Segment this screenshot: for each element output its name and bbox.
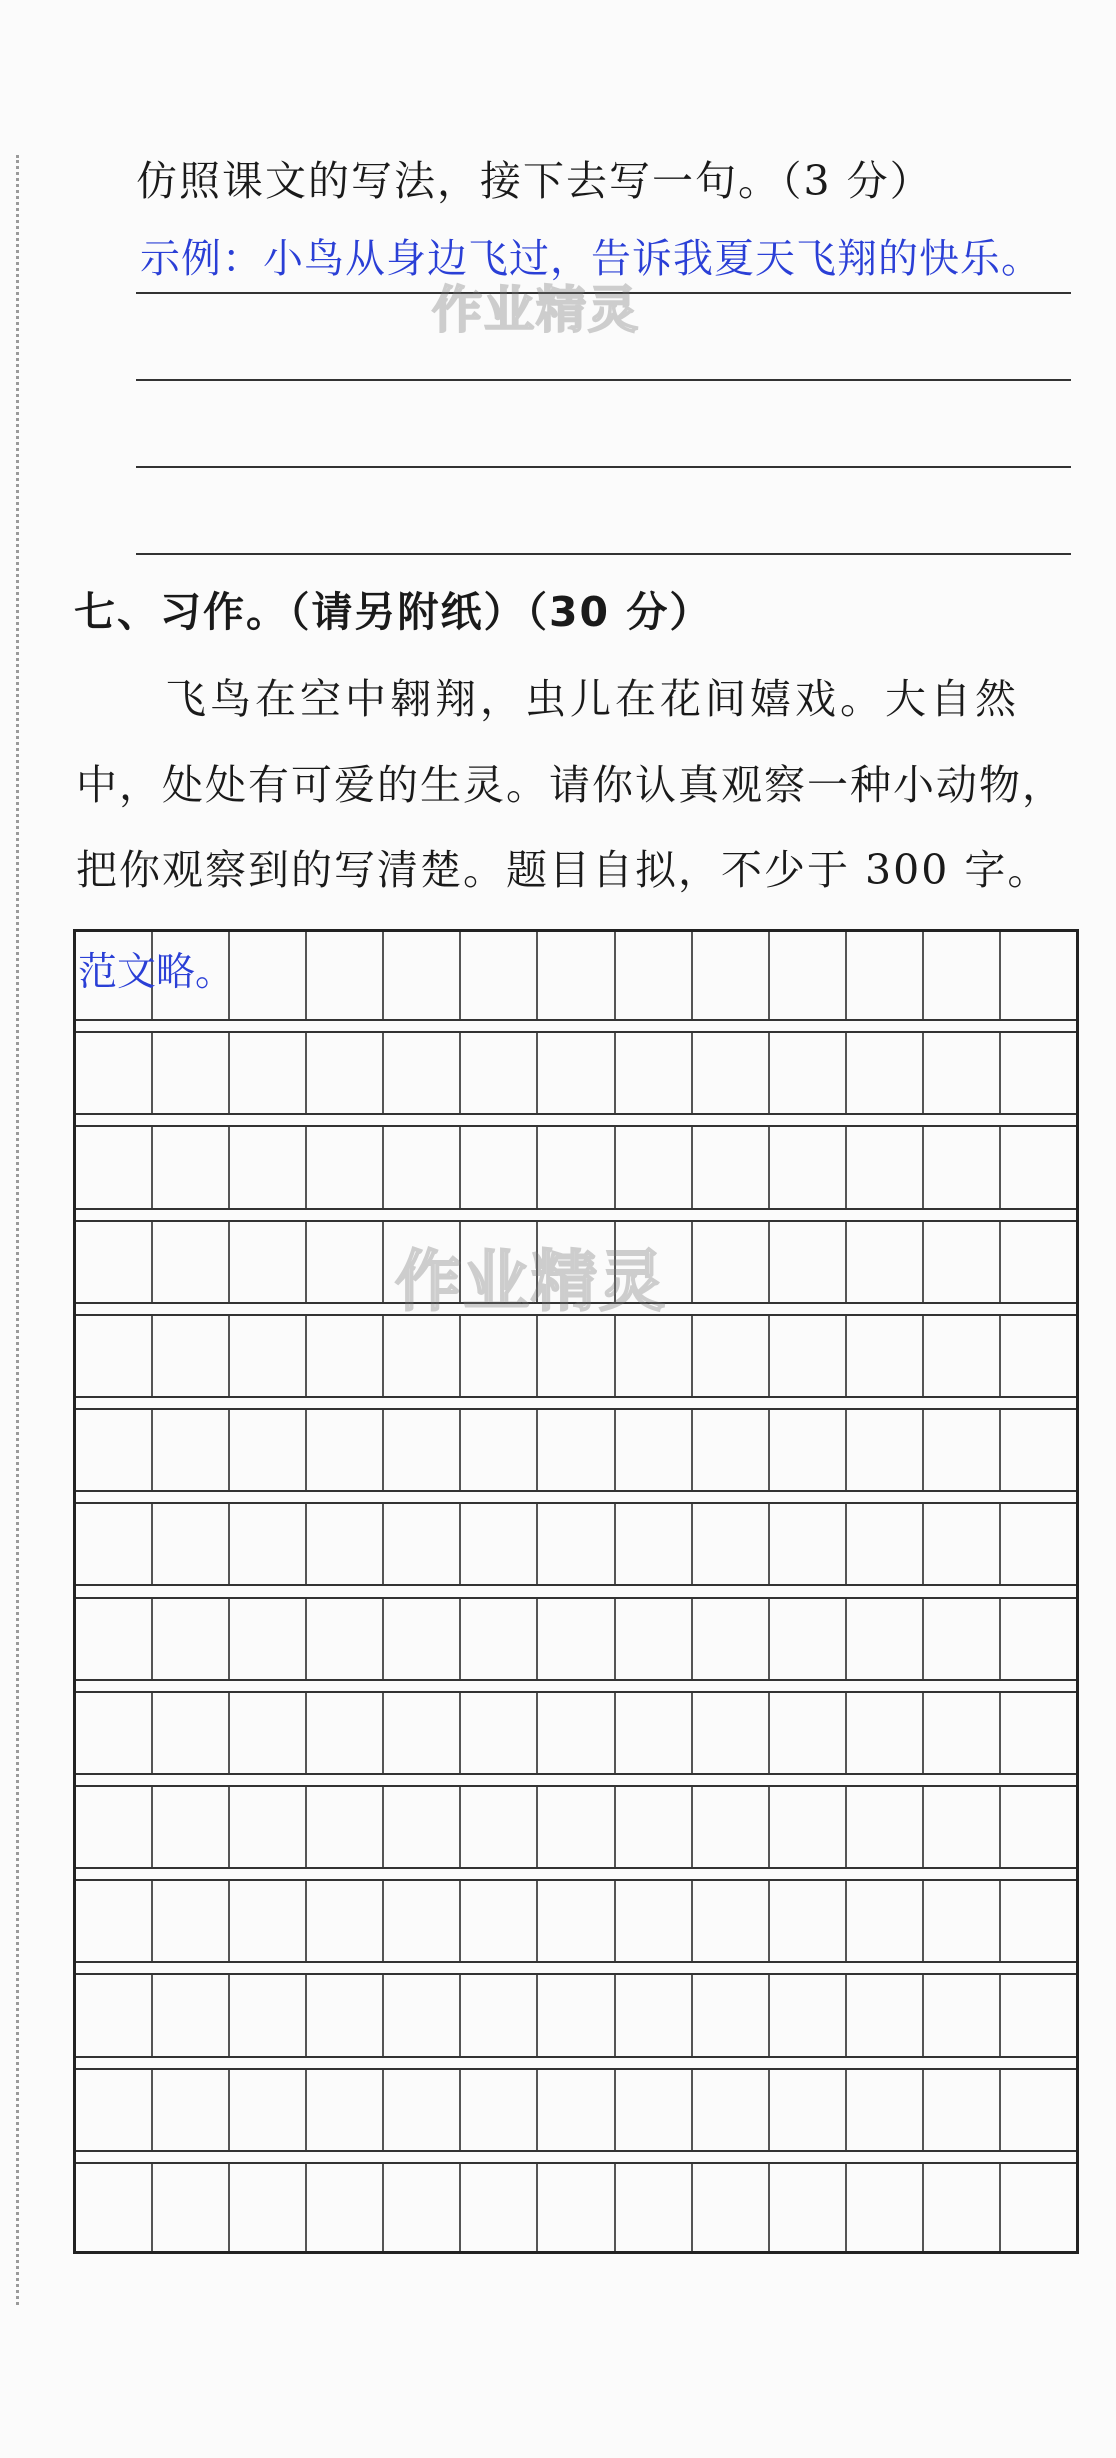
grid-cell[interactable]	[924, 2164, 1001, 2251]
grid-cell[interactable]	[1001, 1693, 1076, 1773]
grid-row	[76, 1597, 1076, 1681]
grid-cell[interactable]	[461, 2164, 538, 2251]
grid-cell[interactable]	[76, 1693, 153, 1773]
grid-cell[interactable]	[384, 1316, 461, 1396]
grid-cell[interactable]	[153, 1316, 230, 1396]
grid-cell[interactable]	[1001, 1975, 1076, 2055]
binding-dotted-line	[16, 155, 19, 2305]
grid-cell[interactable]	[616, 1033, 693, 1113]
grid-cell[interactable]	[76, 2164, 153, 2251]
grid-cell[interactable]	[76, 2070, 153, 2150]
grid-cell[interactable]	[616, 1504, 693, 1584]
grid-cell[interactable]	[307, 932, 384, 1019]
grid-cell[interactable]	[693, 1033, 770, 1113]
grid-cell[interactable]	[616, 1127, 693, 1207]
grid-cell[interactable]	[1001, 2164, 1076, 2251]
grid-cell[interactable]	[307, 2070, 384, 2150]
grid-row	[76, 1031, 1076, 1115]
grid-cell[interactable]	[307, 1881, 384, 1961]
grid-cell[interactable]	[924, 1410, 1001, 1490]
grid-cell[interactable]	[616, 1693, 693, 1773]
grid-cell[interactable]	[384, 1881, 461, 1961]
grid-cell[interactable]	[770, 1033, 847, 1113]
grid-cell[interactable]	[538, 2070, 615, 2150]
grid-cell[interactable]	[847, 932, 924, 1019]
grid-cell[interactable]	[1001, 1316, 1076, 1396]
grid-cell[interactable]	[693, 2164, 770, 2251]
grid-cell[interactable]	[616, 1316, 693, 1396]
grid-cell[interactable]	[153, 1222, 230, 1302]
grid-cell[interactable]	[153, 1127, 230, 1207]
grid-cell[interactable]	[538, 1693, 615, 1773]
grid-cell[interactable]	[307, 1127, 384, 1207]
grid-cell[interactable]	[153, 2164, 230, 2251]
grid-cell[interactable]	[76, 1222, 153, 1302]
grid-cell[interactable]	[693, 1127, 770, 1207]
grid-cell[interactable]	[847, 1693, 924, 1773]
grid-cell[interactable]	[461, 1410, 538, 1490]
grid-cell[interactable]	[307, 1787, 384, 1867]
grid-cell[interactable]	[693, 1599, 770, 1679]
grid-cell[interactable]	[693, 1881, 770, 1961]
grid-cell[interactable]	[538, 1787, 615, 1867]
grid-cell[interactable]	[384, 1599, 461, 1679]
grid-cell[interactable]	[230, 2164, 307, 2251]
grid-row	[76, 1314, 1076, 1398]
grid-cell[interactable]	[616, 1410, 693, 1490]
grid-row	[76, 1785, 1076, 1869]
grid-cell[interactable]	[76, 1599, 153, 1679]
grid-cell[interactable]	[384, 2070, 461, 2150]
watermark-center: 作业精灵	[395, 1243, 667, 1320]
grid-cell[interactable]	[616, 932, 693, 1019]
grid-cell[interactable]	[230, 1975, 307, 2055]
grid-cell[interactable]	[230, 1410, 307, 1490]
grid-row	[76, 1879, 1076, 1963]
grid-cell[interactable]	[461, 932, 538, 1019]
grid-cell[interactable]	[153, 1881, 230, 1961]
grid-cell[interactable]	[847, 1033, 924, 1113]
grid-row	[76, 1125, 1076, 1209]
grid-cell[interactable]	[847, 1975, 924, 2055]
grid-cell[interactable]	[230, 1033, 307, 1113]
grid-cell[interactable]	[461, 1975, 538, 2055]
grid-cell[interactable]	[461, 1504, 538, 1584]
grid-row	[76, 1973, 1076, 2057]
grid-cell[interactable]	[230, 1693, 307, 1773]
grid-cell[interactable]	[924, 1787, 1001, 1867]
grid-cell[interactable]	[770, 1127, 847, 1207]
grid-cell[interactable]	[384, 1410, 461, 1490]
grid-cell[interactable]	[153, 1787, 230, 1867]
composition-grid	[73, 929, 1079, 2254]
grid-cell[interactable]	[1001, 2070, 1076, 2150]
grid-cell[interactable]	[924, 1316, 1001, 1396]
grid-cell[interactable]	[384, 932, 461, 1019]
instruction-line-1: 飞鸟在空中翱翔，虫儿在花间嬉戏。大自然	[165, 675, 1020, 723]
grid-cell[interactable]	[461, 1127, 538, 1207]
grid-cell[interactable]	[693, 1693, 770, 1773]
grid-cell[interactable]	[384, 1127, 461, 1207]
grid-cell[interactable]	[770, 1881, 847, 1961]
grid-cell[interactable]	[770, 2070, 847, 2150]
grid-cell[interactable]	[384, 1787, 461, 1867]
grid-cell[interactable]	[1001, 1599, 1076, 1679]
grid-cell[interactable]	[924, 1504, 1001, 1584]
model-answer: 示例：小鸟从身边飞过，告诉我夏天飞翔的快乐。	[140, 236, 1042, 282]
essay-answer: 范文略。	[78, 950, 235, 995]
grid-cell[interactable]	[847, 1787, 924, 1867]
grid-row	[76, 1691, 1076, 1775]
grid-cell[interactable]	[847, 1222, 924, 1302]
grid-cell[interactable]	[847, 1881, 924, 1961]
grid-cell[interactable]	[307, 1975, 384, 2055]
grid-cell[interactable]	[770, 1599, 847, 1679]
grid-cell[interactable]	[538, 1127, 615, 1207]
grid-cell[interactable]	[616, 1787, 693, 1867]
grid-cell[interactable]	[76, 1316, 153, 1396]
grid-cell[interactable]	[461, 1033, 538, 1113]
grid-cell[interactable]	[847, 1599, 924, 1679]
grid-cell[interactable]	[153, 1504, 230, 1584]
grid-cell[interactable]	[230, 1787, 307, 1867]
grid-cell[interactable]	[307, 1222, 384, 1302]
grid-cell[interactable]	[770, 1787, 847, 1867]
grid-cell[interactable]	[847, 1316, 924, 1396]
grid-cell[interactable]	[770, 932, 847, 1019]
grid-cell[interactable]	[76, 1410, 153, 1490]
grid-cell[interactable]	[307, 1033, 384, 1113]
grid-cell[interactable]	[153, 1599, 230, 1679]
grid-cell[interactable]	[384, 2164, 461, 2251]
grid-cell[interactable]	[1001, 1410, 1076, 1490]
grid-cell[interactable]	[538, 1410, 615, 1490]
grid-cell[interactable]	[230, 1222, 307, 1302]
grid-cell[interactable]	[76, 1975, 153, 2055]
grid-cell[interactable]	[616, 1599, 693, 1679]
answer-line-2	[136, 379, 1071, 381]
grid-cell[interactable]	[538, 1033, 615, 1113]
grid-cell[interactable]	[538, 1881, 615, 1961]
grid-cell[interactable]	[153, 1975, 230, 2055]
grid-cell[interactable]	[230, 932, 307, 1019]
grid-cell[interactable]	[461, 1316, 538, 1396]
grid-cell[interactable]	[538, 1975, 615, 2055]
answer-line-4	[136, 553, 1071, 555]
grid-cell[interactable]	[770, 2164, 847, 2251]
grid-cell[interactable]	[307, 1504, 384, 1584]
grid-cell[interactable]	[693, 1504, 770, 1584]
grid-cell[interactable]	[924, 1975, 1001, 2055]
grid-cell[interactable]	[693, 1410, 770, 1490]
grid-row	[76, 1502, 1076, 1586]
grid-cell[interactable]	[307, 2164, 384, 2251]
grid-cell[interactable]	[770, 1693, 847, 1773]
grid-cell[interactable]	[230, 1504, 307, 1584]
grid-cell[interactable]	[924, 1033, 1001, 1113]
grid-cell[interactable]	[847, 1127, 924, 1207]
grid-cell[interactable]	[153, 2070, 230, 2150]
grid-cell[interactable]	[307, 1316, 384, 1396]
grid-cell[interactable]	[770, 1975, 847, 2055]
grid-cell[interactable]	[693, 1222, 770, 1302]
grid-cell[interactable]	[538, 1504, 615, 1584]
section-heading: 七、习作。（请另附纸）（30 分）	[74, 588, 713, 636]
grid-cell[interactable]	[461, 1881, 538, 1961]
grid-cell[interactable]	[384, 1504, 461, 1584]
grid-cell[interactable]	[847, 2164, 924, 2251]
question-prompt: 仿照课文的写法，接下去写一句。（3 分）	[136, 157, 933, 205]
grid-cell[interactable]	[770, 1316, 847, 1396]
grid-cell[interactable]	[1001, 1222, 1076, 1302]
grid-cell[interactable]	[538, 1599, 615, 1679]
grid-row	[76, 2068, 1076, 2152]
grid-cell[interactable]	[230, 1316, 307, 1396]
grid-cell[interactable]	[693, 932, 770, 1019]
grid-cell[interactable]	[1001, 1504, 1076, 1584]
grid-cell[interactable]	[847, 1504, 924, 1584]
grid-cell[interactable]	[616, 1975, 693, 2055]
grid-cell[interactable]	[693, 1787, 770, 1867]
grid-cell[interactable]	[461, 1787, 538, 1867]
grid-cell[interactable]	[384, 1975, 461, 2055]
grid-cell[interactable]	[384, 1033, 461, 1113]
grid-cell[interactable]	[384, 1693, 461, 1773]
grid-cell[interactable]	[461, 2070, 538, 2150]
watermark-top: 作业精灵	[432, 281, 640, 339]
grid-cell[interactable]	[693, 1975, 770, 2055]
grid-cell[interactable]	[230, 1599, 307, 1679]
grid-cell[interactable]	[847, 1410, 924, 1490]
grid-cell[interactable]	[230, 2070, 307, 2150]
grid-cell[interactable]	[770, 1504, 847, 1584]
grid-cell[interactable]	[924, 1693, 1001, 1773]
grid-cell[interactable]	[924, 1127, 1001, 1207]
instruction-line-3: 把你观察到的写清楚。题目自拟，不少于 300 字。	[76, 846, 1051, 894]
grid-cell[interactable]	[76, 1504, 153, 1584]
grid-cell[interactable]	[616, 2164, 693, 2251]
grid-cell[interactable]	[153, 1410, 230, 1490]
grid-cell[interactable]	[153, 1033, 230, 1113]
grid-cell[interactable]	[924, 1222, 1001, 1302]
instruction-line-2: 中，处处有可爱的生灵。请你认真观察一种小动物，	[76, 761, 1065, 809]
grid-cell[interactable]	[770, 1222, 847, 1302]
answer-line-3	[136, 466, 1071, 468]
grid-cell[interactable]	[924, 1881, 1001, 1961]
grid-cell[interactable]	[461, 1693, 538, 1773]
grid-cell[interactable]	[924, 1599, 1001, 1679]
grid-cell[interactable]	[153, 1693, 230, 1773]
grid-cell[interactable]	[307, 1599, 384, 1679]
grid-cell[interactable]	[616, 1881, 693, 1961]
grid-cell[interactable]	[770, 1410, 847, 1490]
grid-cell[interactable]	[76, 1787, 153, 1867]
grid-cell[interactable]	[307, 1410, 384, 1490]
grid-cell[interactable]	[616, 2070, 693, 2150]
grid-cell[interactable]	[924, 932, 1001, 1019]
grid-row	[76, 1408, 1076, 1492]
grid-cell[interactable]	[1001, 1033, 1076, 1113]
grid-cell[interactable]	[1001, 1881, 1076, 1961]
grid-cell[interactable]	[76, 1033, 153, 1113]
grid-cell[interactable]	[461, 1599, 538, 1679]
grid-cell[interactable]	[538, 2164, 615, 2251]
grid-cell[interactable]	[693, 1316, 770, 1396]
grid-cell[interactable]	[1001, 1127, 1076, 1207]
grid-row	[76, 2162, 1076, 2251]
grid-cell[interactable]	[847, 2070, 924, 2150]
grid-cell[interactable]	[538, 1316, 615, 1396]
grid-cell[interactable]	[230, 1127, 307, 1207]
grid-cell[interactable]	[230, 1881, 307, 1961]
grid-cell[interactable]	[76, 1127, 153, 1207]
grid-cell[interactable]	[693, 2070, 770, 2150]
grid-cell[interactable]	[1001, 1787, 1076, 1867]
grid-cell[interactable]	[538, 932, 615, 1019]
grid-cell[interactable]	[76, 1881, 153, 1961]
grid-cell[interactable]	[924, 2070, 1001, 2150]
grid-cell[interactable]	[1001, 932, 1076, 1019]
grid-cell[interactable]	[307, 1693, 384, 1773]
